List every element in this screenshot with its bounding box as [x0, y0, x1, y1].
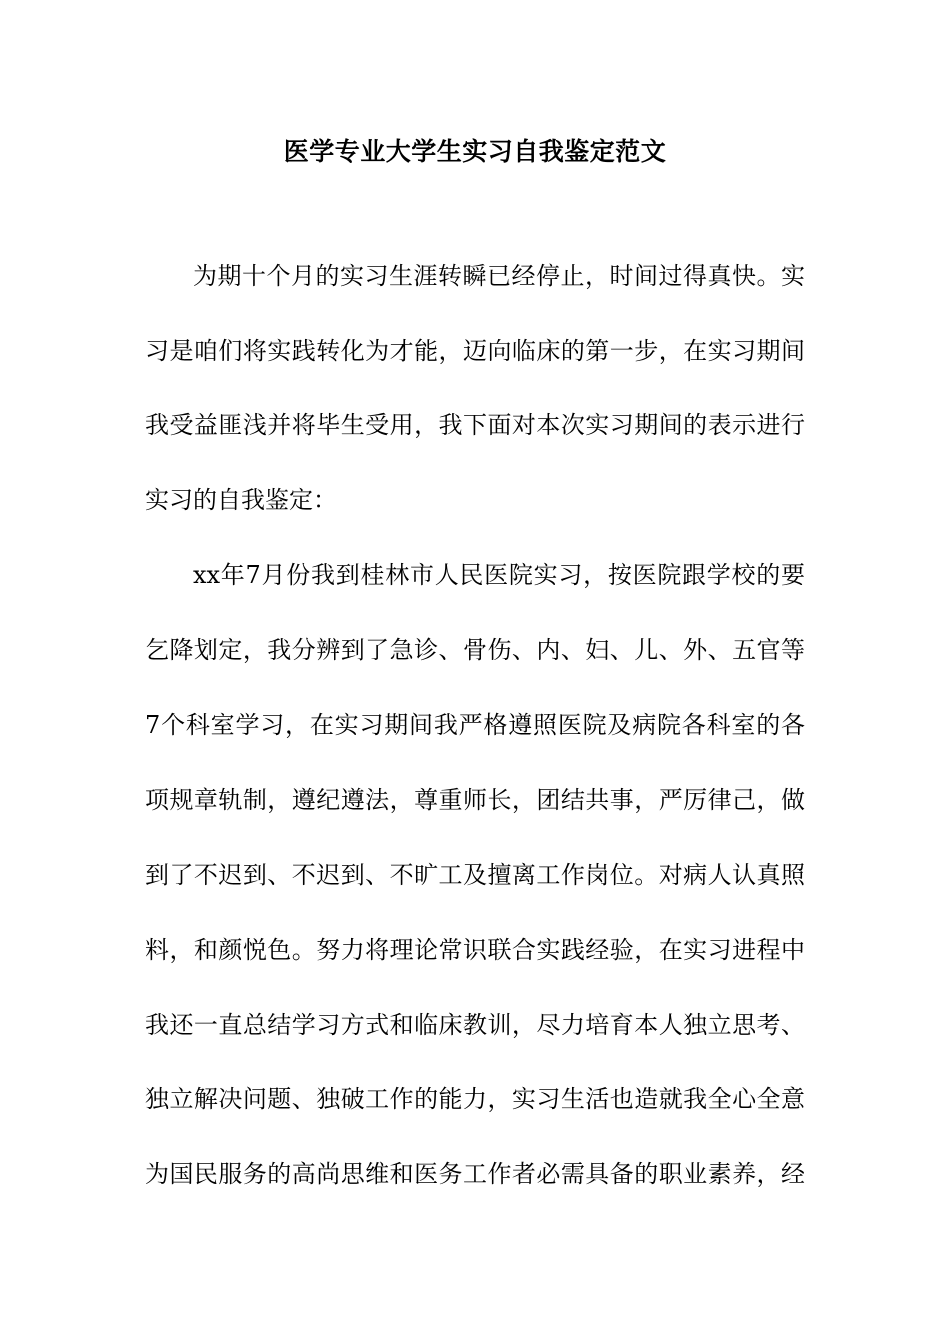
paragraph-2-line-3: 7个科室学习，在实习期间我严格遵照医院及病院各科室的各: [145, 711, 805, 739]
paragraph-2-line-7: 我还一直总结学习方式和临床教训，尽力培育本人独立思考、: [145, 1011, 805, 1039]
paragraph-2-line-1: xx年7月份我到桂林市人民医院实习，按医院跟学校的要: [193, 561, 805, 589]
paragraph-2-line-5: 到了不迟到、不迟到、不旷工及擅离工作岗位。对病人认真照: [145, 861, 805, 889]
paragraph-2-line-2: 乞降划定，我分辨到了急诊、骨伤、内、妇、儿、外、五官等: [145, 636, 805, 664]
document-title: 医学专业大学生实习自我鉴定范文: [283, 137, 667, 166]
paragraph-1-line-4: 实习的自我鉴定：: [145, 486, 337, 514]
paragraph-1-line-3: 我受益匪浅并将毕生受用，我下面对本次实习期间的表示进行: [145, 411, 805, 439]
paragraph-1-line-1: 为期十个月的实习生涯转瞬已经停止，时间过得真快。实: [193, 262, 805, 290]
paragraph-1-line-2: 习是咱们将实践转化为才能，迈向临床的第一步，在实习期间: [145, 337, 805, 365]
paragraph-2-line-9: 为国民服务的高尚思维和医务工作者必需具备的职业素养，经: [145, 1160, 805, 1188]
paragraph-2-line-6: 料，和颜悦色。努力将理论常识联合实践经验，在实习进程中: [145, 936, 805, 964]
paragraph-2-line-4: 项规章轨制，遵纪遵法，尊重师长，团结共事，严厉律己，做: [145, 786, 805, 814]
paragraph-2-line-8: 独立解决问题、独破工作的能力，实习生活也造就我全心全意: [145, 1085, 805, 1113]
